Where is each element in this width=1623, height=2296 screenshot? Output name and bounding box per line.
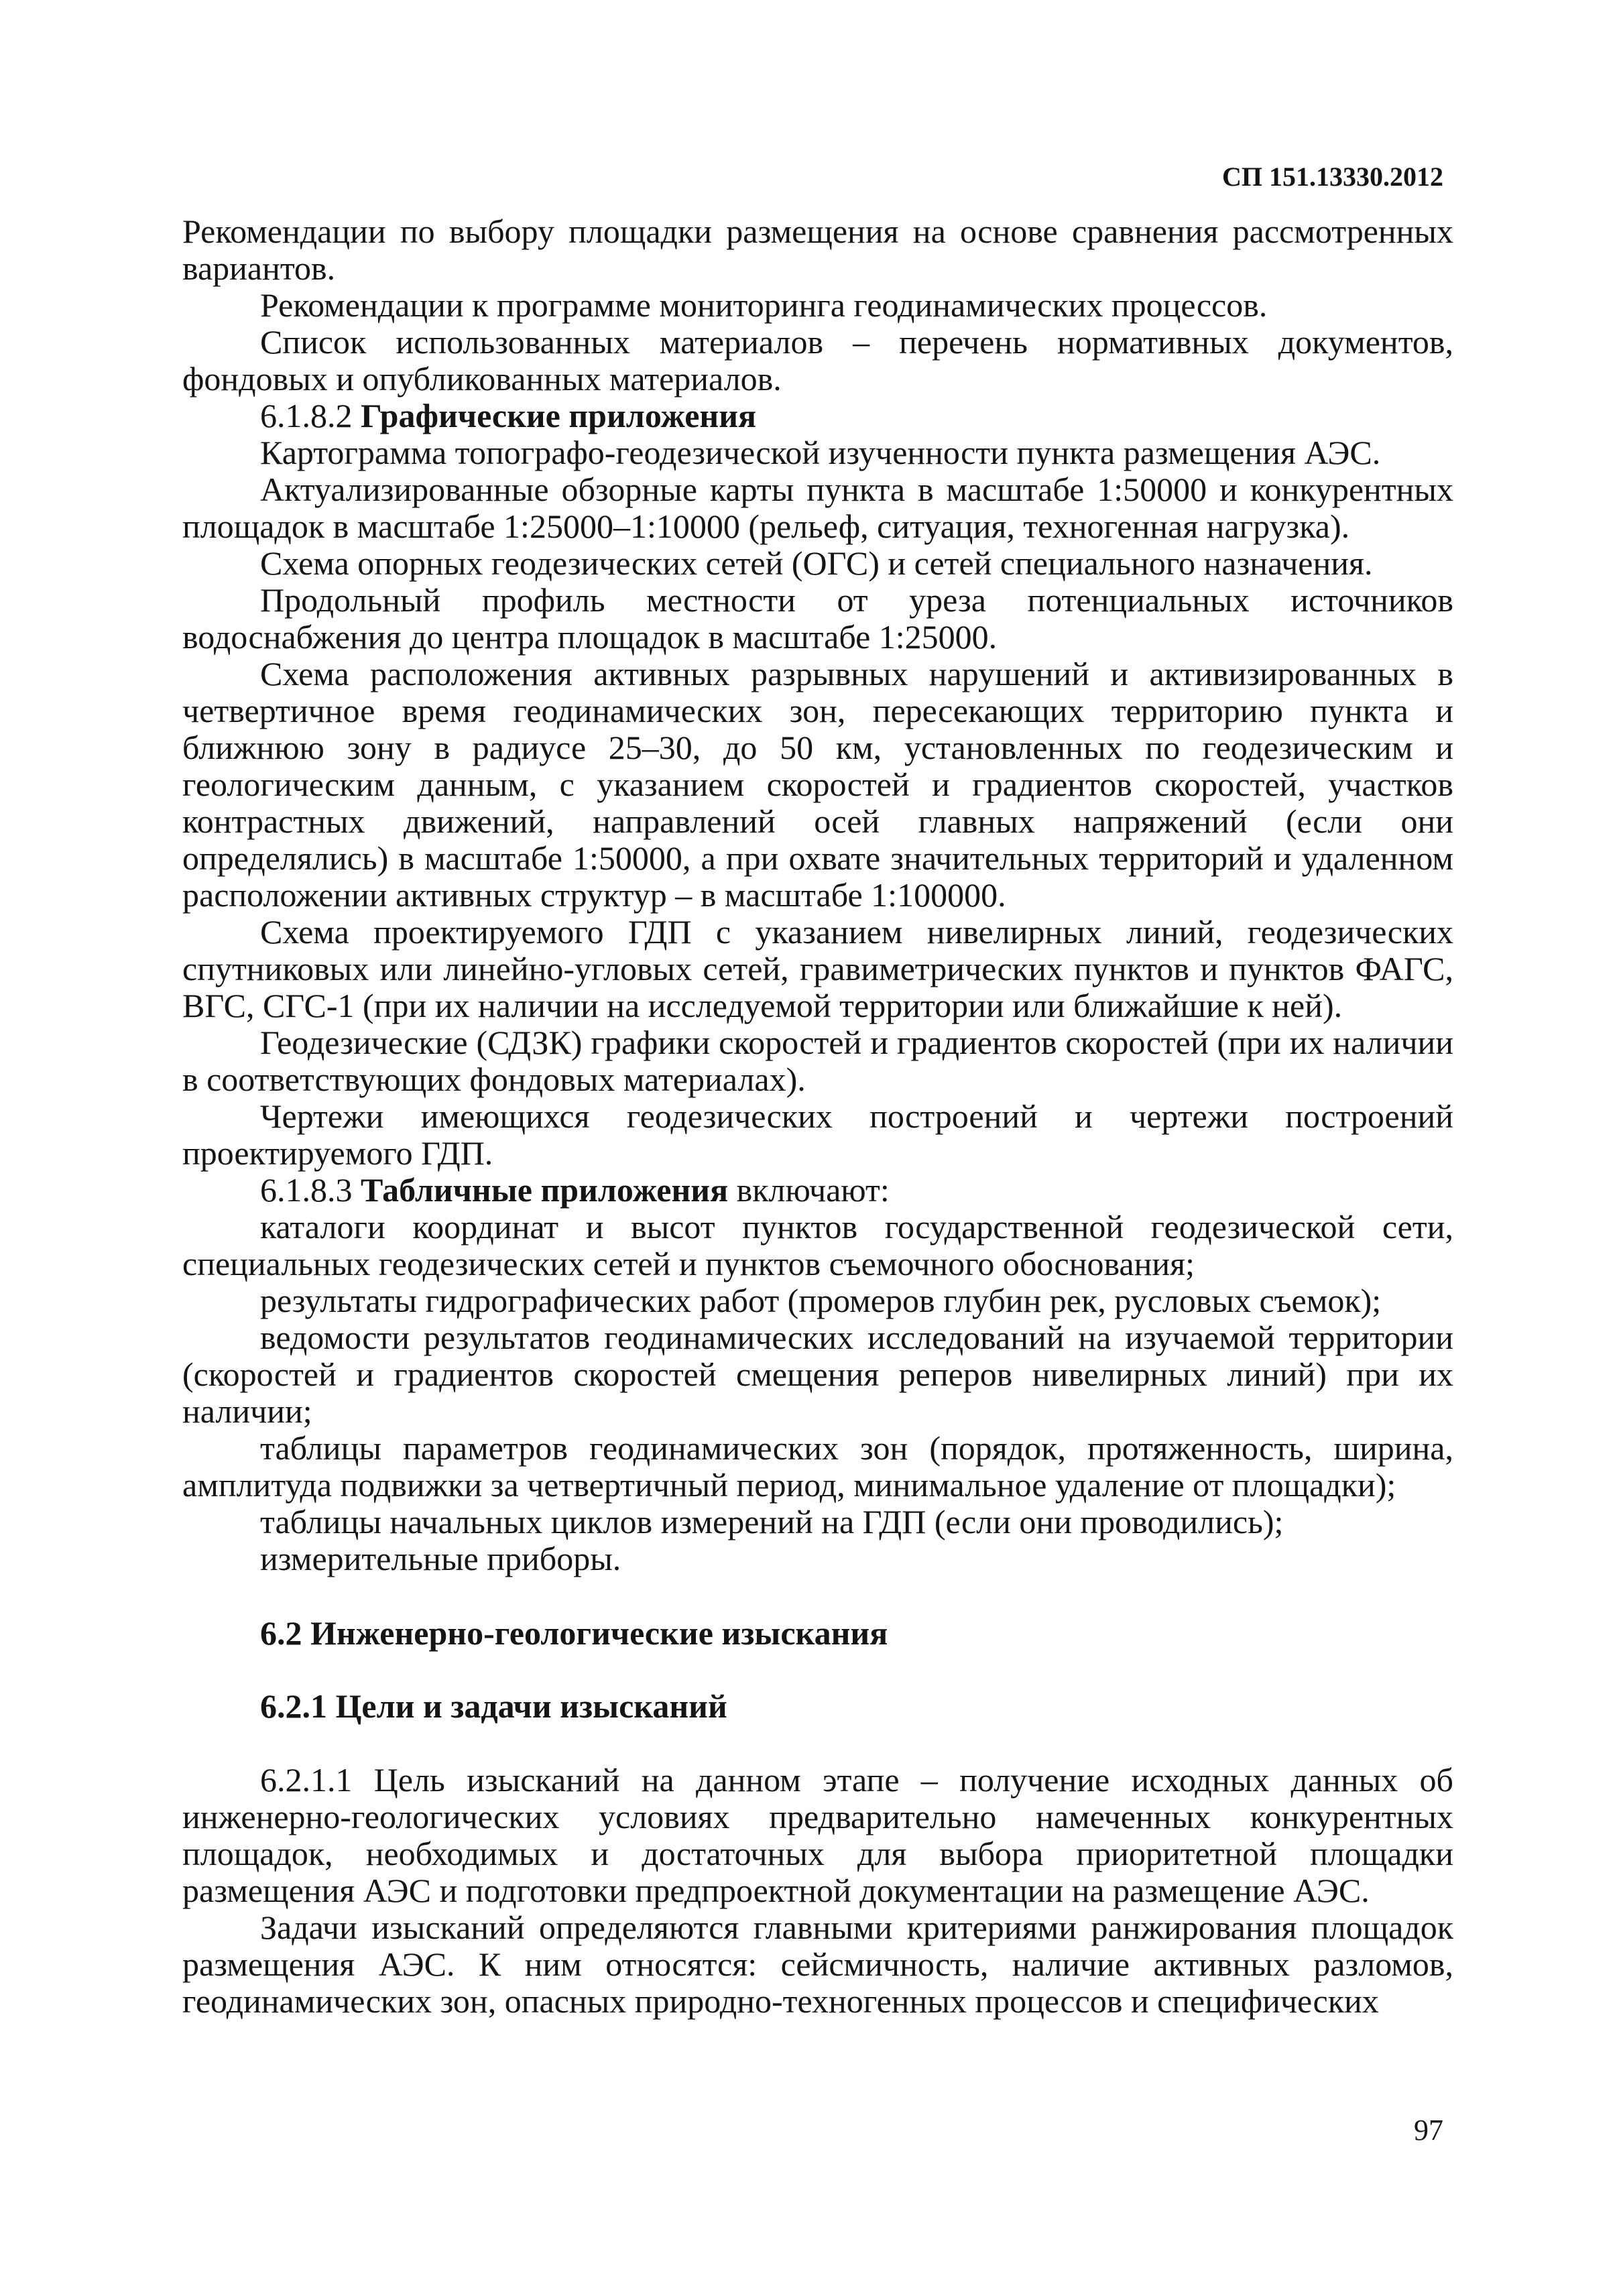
paragraph: 6.2.1.1 Цель изысканий на данном этапе – получение исходных данных об инженерно-геологических условиях предварительно намеченных конкурентных площадок, необходимых и достаточных для выбора приоритетной площадки размещения АЭС и подготовки предпроектной документации на размещение АЭС. bbox=[182, 1761, 1453, 1909]
subsection-number: 6.1.8.2 bbox=[260, 397, 353, 434]
paragraph: Актуализированные обзорные карты пункта в масштабе 1:50000 и конкурентных площадок в масштабе 1:25000–1:10000 (рельеф, ситуация, техногенная нагрузка). bbox=[182, 471, 1453, 545]
paragraph: Список использованных материалов – перечень нормативных документов, фондовых и опубликованных материалов. bbox=[182, 323, 1453, 398]
page-number: 97 bbox=[1414, 2114, 1443, 2147]
paragraph: Геодезические (СДЗК) графики скоростей и градиентов скоростей (при их наличии в соответствующих фондовых материалах). bbox=[182, 1024, 1453, 1098]
list-item: результаты гидрографических работ (промеров глубин рек, русловых съемок); bbox=[260, 1282, 1382, 1319]
list-item: измерительные приборы. bbox=[260, 1540, 621, 1577]
subsection-title: Табличные приложения bbox=[361, 1171, 729, 1209]
section-heading-6-2-1: 6.2.1 Цели и задачи изысканий bbox=[260, 1687, 727, 1725]
document-code: СП 151.13330.2012 bbox=[1222, 162, 1443, 192]
list-item: таблицы параметров геодинамических зон (порядок, протяженность, ширина, амплитуда подвижки за четвертичный период, минимальное удаление от площадки); bbox=[182, 1429, 1453, 1504]
paragraph: Продольный профиль местности от уреза потенциальных источников водоснабжения до центра площадок в масштабе 1:25000. bbox=[182, 581, 1453, 656]
paragraph: Рекомендации к программе мониторинга геодинамических процессов. bbox=[260, 286, 1268, 324]
list-item: таблицы начальных циклов измерений на ГДП (если они проводились); bbox=[260, 1503, 1284, 1540]
paragraph: Чертежи имеющихся геодезических построений и чертежи построений проектируемого ГДП. bbox=[182, 1097, 1453, 1172]
subsection-6-1-8-3 bbox=[182, 1172, 1453, 1209]
list-item: ведомости результатов геодинамических исследований на изучаемой территории (скоростей и градиентов скоростей смещения реперов нивелирных линий) при их наличии; bbox=[182, 1319, 1453, 1430]
subsection-title: Графические приложения bbox=[361, 397, 757, 434]
paragraph: Схема опорных геодезических сетей (ОГС) и сетей специального назначения. bbox=[260, 544, 1373, 582]
page-body bbox=[182, 213, 1453, 2020]
section-heading-6-2: 6.2 Инженерно-геологические изыскания bbox=[260, 1614, 888, 1652]
subsection-6-1-8-2 bbox=[182, 398, 1453, 434]
paragraph: Картограмма топографо-геодезической изученности пункта размещения АЭС. bbox=[260, 434, 1381, 471]
paragraph: Задачи изысканий определяются главными критериями ранжирования площадок размещения АЭС. К ним относятся: сейсмичность, наличие активных разломов, геодинамических зон, опасных природно-техногенных процессов и специфических bbox=[182, 1909, 1453, 2020]
paragraph: Схема расположения активных разрывных нарушений и активизированных в четвертичное время геодинамических зон, пересекающих территорию пункта и ближнюю зону в радиусе 25–30, до 50 км, установленных по геодезическим и геологическим данным, с указанием скоростей и градиентов скоростей, участков контрастных движений, направлений осей главных напряжений (если они определялись) в масштабе 1:50000, а при охвате значительных территорий и удаленном расположении активных структур – в масштабе 1:100000. bbox=[182, 655, 1453, 914]
list-item: каталоги координат и высот пунктов государственной геодезической сети, специальных геодезических сетей и пунктов съемочного обоснования; bbox=[182, 1208, 1453, 1282]
paragraph: Схема проектируемого ГДП с указанием нивелирных линий, геодезических спутниковых или линейно-угловых сетей, гравиметрических пунктов и пунктов ФАГС, ВГС, СГС-1 (при их наличии на исследуемой территории или ближайшие к ней). bbox=[182, 913, 1453, 1024]
subsection-tail: включают: bbox=[736, 1171, 890, 1209]
subsection-number: 6.1.8.3 bbox=[260, 1171, 353, 1209]
paragraph: Рекомендации по выбору площадки размещения на основе сравнения рассмотренных вариантов. bbox=[182, 213, 1453, 287]
